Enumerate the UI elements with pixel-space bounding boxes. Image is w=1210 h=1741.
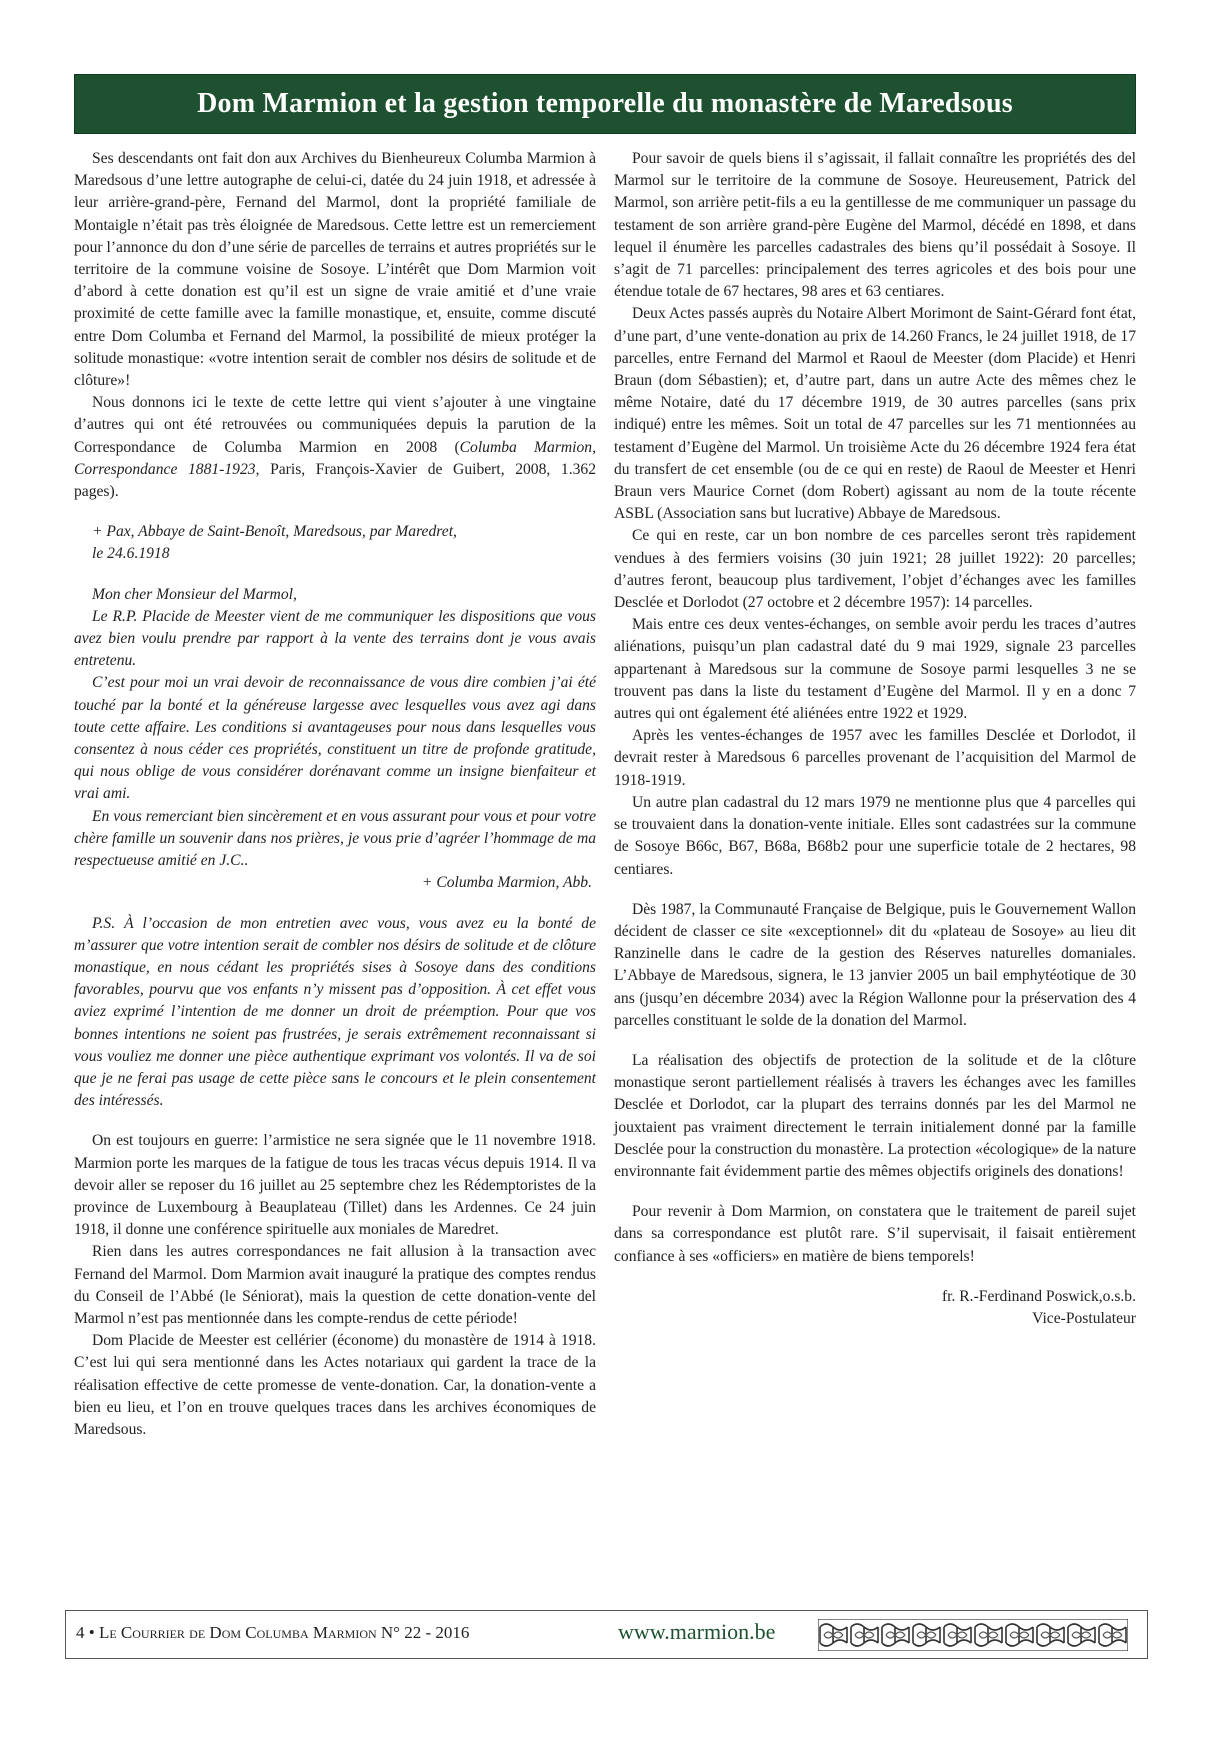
body-paragraph: On est toujours en guerre: l’armistice ne sera signée que le 11 novembre 1918. Marmion porte les marques de la fatigue de tous les tracas vécus depuis 1914. Il va devoir aller se reposer du 16 juillet au 25 septembre chez les Rédemptoristes de la province de Luxembourg à Beauplateau (Tillet) dans les Ardennes. Ce 24 juin 1918, il donne une conférence spirituelle aux moniales de Maredret. [74, 1132, 596, 1239]
body-paragraph: Ce qui en reste, car un bon nombre de ces parcelles seront très rapidement vendues à des fermiers voisins (30 juin 1921; 28 juillet 1922): 20 parcelles; d’autres feront, beaucoup plus tardivement, l’objet d’échanges avec les familles Desclée et Dorlodot (27 octobre et 2 décembre 1957): 14 parcelles. [614, 527, 1136, 612]
letter-date: le 24.6.1918 [92, 545, 170, 563]
footer-website-link[interactable]: www.marmion.be [618, 1619, 776, 1644]
author-role: Vice-Postulateur [1032, 1309, 1136, 1327]
celtic-knot-border-icon [818, 1619, 1128, 1651]
body-paragraph: Dès 1987, la Communauté Française de Belgique, puis le Gouvernement Wallon décident de classer ce site «exceptionnel» dit du «plateau de Sosoye» au lieu dit Ranzinelle dans le cadre de la gestion des Réserves naturelles domaniales. L’Abbaye de Maredsous, signera, le 13 janvier 2005 un bail emphytéotique de 30 ans (jusqu’en décembre 2034) avec la Région Wallonne pour la préservation des 4 parcelles constituant le solde de la donation del Marmol. [614, 900, 1136, 1029]
footer-publication: 4 • Le Courrier de Dom Columba Marmion N° 22 - 2016 [76, 1623, 470, 1642]
right-column [614, 148, 1136, 1330]
body-paragraph: Pour savoir de quels biens il s’agissait, il fallait connaître les propriétés des del Marmol sur le territoire de la commune de Sosoye. Heureusement, Patrick del Marmol, son arrière petit-fils a eu la gentillesse de me communiquer un passage du testament de son arrière grand-père Eugène del Marmol, décédé en 1898, et dans lequel il énumère les parcelles cadastrales des biens qu’il possédait à Sosoye. Il s’agit de 71 parcelles: principalement des terres agricoles et des bois pour une étendue totale de 67 hectares, 98 ares et 63 centiares. [614, 150, 1136, 301]
context-paragraph: Nous donnons ici le texte de cette lettre qui vient s’ajouter à une vingtaine d’autres qui ont été retrouvées ou communiquées depuis la parution de la Correspondance de Columba Marmion en 2008 (Columba Marmion, Correspondance 1881-1923, Paris, François-Xavier de Guibert, 2008, 1.362 pages). [74, 394, 596, 501]
body-paragraph: Rien dans les autres correspondances ne fait allusion à la transaction avec Fernand del Marmol. Dom Marmion avait inauguré la pratique des comptes rendus du Conseil de l’Abbé (le Séniorat), mais la question de cette donation-vente del Marmol n’est pas mentionnée dans les compte-rendus de cette période! [74, 1243, 596, 1327]
letter-postscript: P.S. À l’occasion de mon entretien avec vous, vous avez eu la bonté de m’assurer que votre intention serait de combler nos désirs de solitude et de clôture monastique, en nous cédant les propriétés sises à Sosoye dans des conditions favorables, pourvu que vos enfants n’y missent pas d’opposition. À cet effet vous aviez exprimé l’intention de me donner un droit de préemption. Pour que vos bonnes intentions ne soient pas frustrées, je serais extrêmement reconnaissant si vous vouliez me donner une pièce authentique exprimant vos volontés. Il va de soi que je ne ferai pas usage de cette pièce sans le concours et le plein consentement des intéressés. [74, 914, 596, 1110]
letter-salutation: Mon cher Monsieur del Marmol, [92, 585, 297, 603]
body-paragraph: Après les ventes-échanges de 1957 avec les familles Desclée et Dorlodot, il devrait rester à Maredsous 6 parcelles provenant de l’acquisition del Marmol de 1918-1919. [614, 727, 1136, 789]
body-paragraph: Pour revenir à Dom Marmion, on constatera que le traitement de pareil sujet dans sa correspondance est plutôt rare. S’il supervisait, il faisait entièrement confiance à ses «officiers» en matière de biens temporels! [614, 1203, 1136, 1265]
left-column [74, 148, 596, 1441]
letter-paragraph: C’est pour moi un vrai devoir de reconnaissance de vous dire combien j’ai été touché par la bonté et la généreuse largesse avec lesquelles vous avez agi dans toute cette affaire. Les conditions si avantageuses pour nous dans lesquelles vous consentez à nous céder ces propriétés, constituent un titre de profonde gratitude, qui nous oblige de vous considérer dorénavant comme un insigne bienfaiteur et vrai ami. [74, 674, 596, 803]
body-paragraph: Mais entre ces deux ventes-échanges, on semble avoir perdu les traces d’autres aliénations, puisqu’un plan cadastral daté du 9 mai 1929, signale 23 parcelles appartenant à Maredsous sur la commune de Sosoye parmi lesquelles 3 ne se trouvent pas dans la liste du testament d’Eugène del Marmol. Il y en a donc 7 autres qui ont également été aliénées entre 1922 et 1929. [614, 616, 1136, 723]
title-banner [74, 74, 1136, 134]
body-paragraph: Deux Actes passés auprès du Notaire Albert Morimont de Saint-Gérard font état, d’une part, d’une vente-donation au prix de 14.260 Francs, le 24 juillet 1918, de 17 parcelles, entre Fernand del Marmol et Raoul de Meester (dom Placide) et Henri Braun (dom Sébastien); et, d’autre part, dans un autre Acte des mêmes chez le même Notaire, daté du 17 décembre 1919, de 30 autres parcelles (sans prix indiqué) entre les mêmes. Soit un total de 47 parcelles sur les 71 mentionnées au testament d’Eugène del Marmol. Un troisième Acte du 26 décembre 1924 fera état du transfert de cet ensemble (ou de ce qui en reste) de Raoul de Meester et Henri Braun vers Maurice Cornet (dom Robert) agissant au nom de la toute récente ASBL (Association sans but lucrative) Abbaye de Maredsous. [614, 305, 1136, 523]
page-footer [65, 1610, 1148, 1659]
body-paragraph: Dom Placide de Meester est cellérier (économe) du monastère de 1914 à 1918. C’est lui qui sera mentionné dans les Actes notariaux qui gardent la trace de la réalisation effective de cette promesse de vente-donation. Car, la donation-vente a bien eu lieu, et l’on en trouve quelques traces dans les archives économiques de Maredsous. [74, 1332, 596, 1438]
author-signature [614, 1286, 1136, 1330]
book-title: Columba Marmion, Correspondance 1881-1923 [74, 438, 596, 478]
page-title: Dom Marmion et la gestion temporelle du monastère de Maredsous [197, 88, 1013, 119]
quoted-letter [74, 521, 596, 1112]
letter-paragraph: En vous remerciant bien sincèrement et en vous assurant pour vous et pour votre chère famille un souvenir dans nos prières, je vous prie d’agréer l’hommage de ma respectueuse amitié en J.C.. [74, 807, 596, 870]
body-paragraph: Un autre plan cadastral du 12 mars 1979 ne mentionne plus que 4 parcelles qui se trouvaient dans la donation-vente initiale. Elles sont cadastrées sur la commune de Sosoye B66c, B67, B68a, B68b2 pour une superficie totale de 2 hectares, 98 centiares. [614, 793, 1136, 878]
letter-signature: + Columba Marmion, Abb. [421, 874, 592, 892]
author-name: fr. R.-Ferdinand Poswick,o.s.b. [941, 1287, 1136, 1305]
body-paragraph: La réalisation des objectifs de protection de la solitude et de la clôture monastique seront partiellement réalisés à travers les échanges avec les familles Desclée et Dorlodot, car la plupart des terrains donnés par les del Marmol ne jouxtaient pas vraiment directement le terrain initialement donné par la famille Desclée pour la construction du monastère. La protection «écologique» de la nature environnante fait évidemment partie des mêmes objectifs originels des donations! [614, 1051, 1136, 1180]
intro-paragraph: Ses descendants ont fait don aux Archives du Bienheureux Columba Marmion à Maredsous d’une lettre autographe de celui-ci, datée du 24 juin 1918, et adressée à leur arrière-grand-père, Fernand del Marmol, dont la propriété familiale de Montaigle n’était pas très éloignée de Maredsous. Cette lettre est un remerciement pour l’annonce du don d’une série de parcelles de terrains et autres propriétés sur le territoire de la commune voisine de Sosoye. L’intérêt que Dom Marmion voit d’abord à cette donation est qu’il est un signe de vraie amitié et d’une vraie proximité de cette famille avec la famille monastique, et, ensuite, comme discuté entre Dom Columba et Fernand del Marmol, la possibilité de mieux protéger la solitude monastique: «votre intention serait de combler nos désirs de solitude et de clôture»! [74, 150, 596, 390]
letter-paragraph: Le R.P. Placide de Meester vient de me communiquer les dispositions que vous avez bien voulu prendre par rapport à la vente des terrains dont je vous avais entretenu. [74, 607, 596, 670]
letter-address: + Pax, Abbaye de Saint-Benoît, Maredsous, par Maredret, [92, 523, 457, 541]
